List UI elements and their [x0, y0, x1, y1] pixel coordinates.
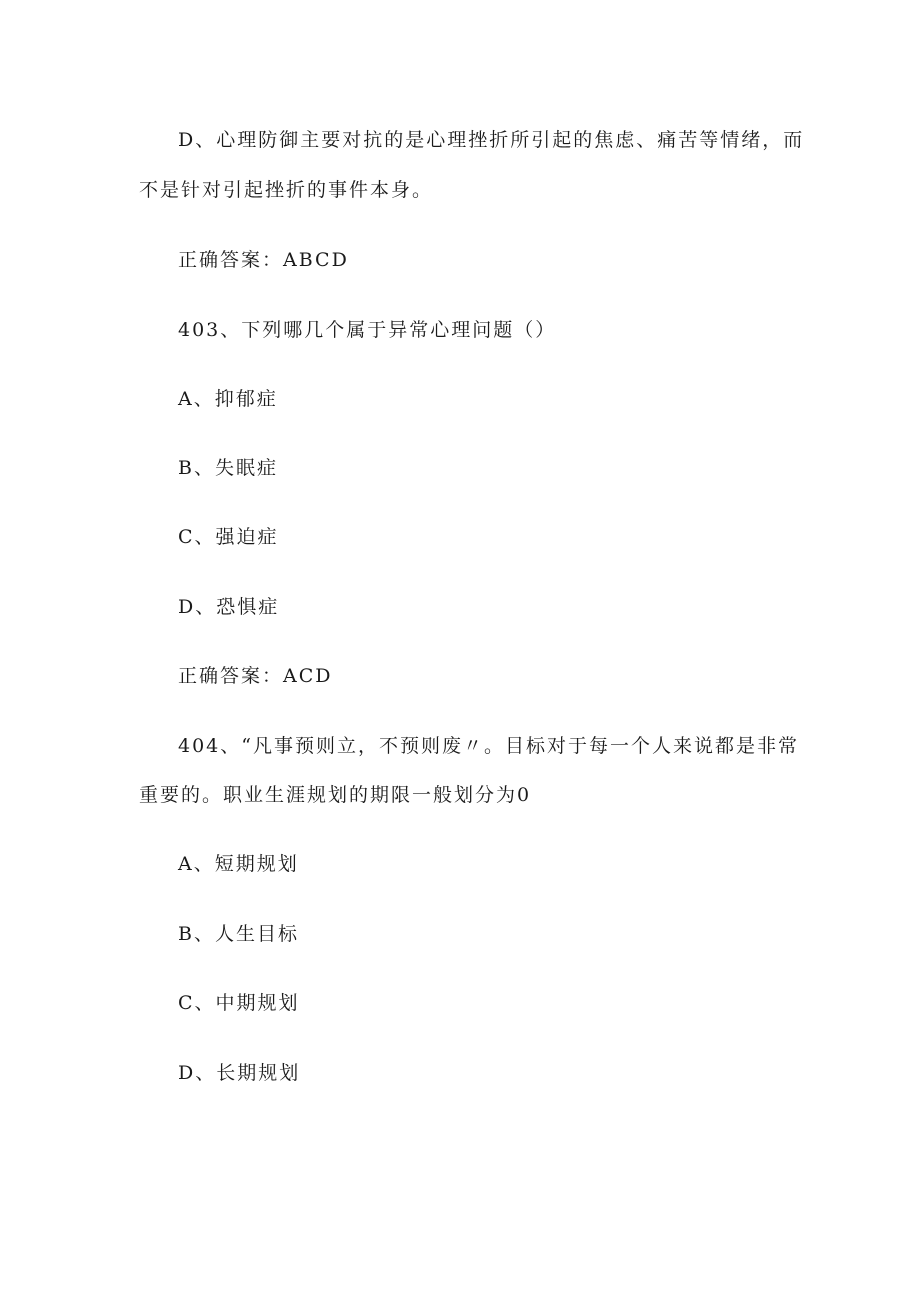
q403-answer: 正确答案：ACD: [178, 665, 333, 687]
q404-option-d: D、长期规划: [178, 1062, 301, 1084]
q404-option-a: A、短期规划: [178, 853, 299, 875]
q403-option-d: D、恐惧症: [178, 596, 280, 618]
q403-option-b: B、失眠症: [178, 457, 278, 479]
q404-option-c: C、中期规划: [178, 992, 300, 1014]
q402-option-d-line2: 不是针对引起挫折的事件本身。: [139, 179, 434, 201]
q404-question-line2: 重要的。职业生涯规划的期限一般划分为0: [139, 784, 532, 806]
q403-question: 403、下列哪几个属于异常心理问题（）: [178, 319, 557, 341]
q404-option-b: B、人生目标: [178, 923, 299, 945]
q403-option-a: A、抑郁症: [178, 388, 278, 410]
q402-answer: 正确答案：ABCD: [178, 249, 349, 271]
q403-option-c: C、强迫症: [178, 526, 279, 548]
q402-option-d-line1: D、心理防御主要对抗的是心理挫折所引起的焦虑、痛苦等情绪，而: [178, 129, 805, 151]
q404-question-line1: 404、“凡事预则立，不预则废〃。目标对于每一个人来说都是非常: [178, 735, 799, 757]
